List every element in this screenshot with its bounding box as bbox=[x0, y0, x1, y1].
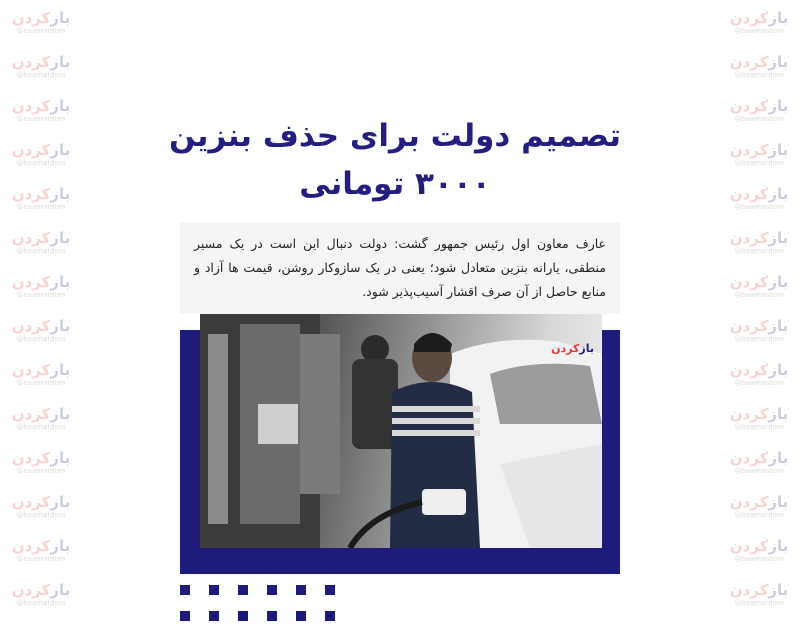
watermark-logo bbox=[730, 141, 788, 159]
headline: تصمیم دولت برای حذف بنزین ۳۰۰۰ تومانی bbox=[168, 118, 622, 202]
decor-dot bbox=[180, 611, 190, 621]
watermark-logo bbox=[12, 97, 70, 115]
watermark-logo-accent: کردن bbox=[11, 580, 51, 599]
watermark-handle: @baamardom bbox=[734, 466, 784, 475]
watermark-item bbox=[720, 352, 798, 396]
watermark-logo-main: باز bbox=[50, 492, 71, 511]
watermark-logo-main: باز bbox=[768, 360, 789, 379]
watermark-logo-accent: کردن bbox=[729, 8, 769, 27]
watermark-logo-main: باز bbox=[768, 96, 789, 115]
watermark-item bbox=[720, 264, 798, 308]
photo-logo-badge bbox=[551, 342, 594, 355]
watermark-logo-accent: کردن bbox=[11, 536, 51, 555]
decor-dot bbox=[209, 585, 219, 595]
watermark-logo-main: باز bbox=[768, 140, 789, 159]
watermark-item bbox=[720, 396, 798, 440]
decor-dot bbox=[180, 585, 190, 595]
watermark-item bbox=[720, 88, 798, 132]
watermark-logo-accent: کردن bbox=[729, 316, 769, 335]
watermark-logo-main: باز bbox=[50, 228, 71, 247]
watermark-handle: @baamardom bbox=[734, 422, 784, 431]
watermark-logo bbox=[730, 9, 788, 27]
watermark-logo-accent: کردن bbox=[11, 448, 51, 467]
watermark-logo-main: باز bbox=[768, 52, 789, 71]
watermark-handle: @baamardom bbox=[16, 510, 66, 519]
watermark-logo-accent: کردن bbox=[729, 228, 769, 247]
watermark-item bbox=[2, 396, 80, 440]
watermark-logo-main: باز bbox=[768, 272, 789, 291]
watermark-handle: @baamardom bbox=[16, 598, 66, 607]
watermark-handle: @baamardom bbox=[16, 158, 66, 167]
watermark-logo-accent: کردن bbox=[729, 492, 769, 511]
watermark-logo-accent: کردن bbox=[729, 404, 769, 423]
watermark-logo-accent: کردن bbox=[11, 96, 51, 115]
watermark-handle: @baamardom bbox=[734, 26, 784, 35]
watermark-item bbox=[720, 132, 798, 176]
watermark-logo-accent: کردن bbox=[729, 52, 769, 71]
watermark-logo-accent: کردن bbox=[11, 404, 51, 423]
watermark-logo-main: باز bbox=[50, 52, 71, 71]
watermark-logo bbox=[730, 449, 788, 467]
watermark-logo bbox=[730, 53, 788, 71]
decor-dot bbox=[238, 585, 248, 595]
watermark-logo-main: باز bbox=[768, 316, 789, 335]
watermark-item bbox=[2, 44, 80, 88]
watermark-column-left bbox=[2, 0, 80, 640]
watermark-logo-main: باز bbox=[50, 360, 71, 379]
watermark-item bbox=[2, 308, 80, 352]
decorative-dots bbox=[180, 585, 340, 625]
photo-illustration bbox=[200, 314, 602, 548]
watermark-logo-accent: کردن bbox=[11, 272, 51, 291]
watermark-logo-main: باز bbox=[768, 492, 789, 511]
watermark-item bbox=[2, 0, 80, 44]
watermark-logo-main: باز bbox=[50, 140, 71, 159]
watermark-handle: @baamardom bbox=[16, 334, 66, 343]
watermark-logo-accent: کردن bbox=[11, 228, 51, 247]
watermark-handle: @baamardom bbox=[734, 334, 784, 343]
watermark-logo-accent: کردن bbox=[729, 448, 769, 467]
watermark-logo-accent: کردن bbox=[11, 8, 51, 27]
watermark-logo-main: باز bbox=[768, 536, 789, 555]
watermark-logo-accent: کردن bbox=[11, 140, 51, 159]
watermark-logo-main: باز bbox=[768, 580, 789, 599]
watermark-logo-accent: کردن bbox=[11, 360, 51, 379]
watermark-logo-accent: کردن bbox=[11, 52, 51, 71]
watermark-logo-main: باز bbox=[50, 316, 71, 335]
watermark-handle: @baamardom bbox=[16, 422, 66, 431]
watermark-logo bbox=[12, 449, 70, 467]
watermark-logo-main: باز bbox=[50, 580, 71, 599]
watermark-item bbox=[2, 528, 80, 572]
watermark-logo bbox=[730, 229, 788, 247]
watermark-logo-accent: کردن bbox=[729, 184, 769, 203]
watermark-column-right bbox=[720, 0, 798, 640]
decor-dot bbox=[325, 585, 335, 595]
watermark-handle: @baamardom bbox=[734, 158, 784, 167]
watermark-logo-accent: کردن bbox=[729, 360, 769, 379]
decor-dot bbox=[325, 611, 335, 621]
watermark-handle: @baamardom bbox=[16, 290, 66, 299]
watermark-logo bbox=[12, 405, 70, 423]
decor-dot bbox=[296, 585, 306, 595]
watermark-logo bbox=[12, 317, 70, 335]
watermark-handle: @baamardom bbox=[734, 202, 784, 211]
watermark-handle: @baamardom bbox=[734, 598, 784, 607]
watermark-logo bbox=[12, 141, 70, 159]
watermark-logo-main: باز bbox=[50, 536, 71, 555]
watermark-logo-main: باز bbox=[50, 272, 71, 291]
summary-text: عارف معاون اول رئیس جمهور گشت: دولت دنبال این است در یک مسیر منطقی، یارانه بنزین متعادل شود؛ یعنی در یک سازوکار روشن، قیمت ها آزاد و منابع حاصل از آن صرف اقشار آسیب‌پذیر شود. bbox=[180, 222, 620, 314]
watermark-item bbox=[2, 220, 80, 264]
decor-dot bbox=[209, 611, 219, 621]
watermark-logo bbox=[12, 537, 70, 555]
watermark-logo bbox=[730, 581, 788, 599]
watermark-item bbox=[720, 308, 798, 352]
watermark-logo bbox=[730, 493, 788, 511]
watermark-item bbox=[2, 440, 80, 484]
watermark-logo-main: باز bbox=[50, 184, 71, 203]
watermark-logo-main: باز bbox=[768, 404, 789, 423]
watermark-logo-main: باز bbox=[50, 448, 71, 467]
watermark-item bbox=[2, 352, 80, 396]
watermark-item bbox=[720, 484, 798, 528]
watermark-logo bbox=[12, 229, 70, 247]
watermark-item bbox=[2, 484, 80, 528]
watermark-item bbox=[2, 572, 80, 616]
watermark-item bbox=[720, 220, 798, 264]
news-photo bbox=[200, 314, 602, 548]
watermark-logo-main: باز bbox=[50, 404, 71, 423]
watermark-item bbox=[2, 88, 80, 132]
watermark-logo-accent: کردن bbox=[11, 184, 51, 203]
watermark-logo bbox=[730, 185, 788, 203]
watermark-handle: @baamardom bbox=[734, 114, 784, 123]
watermark-item bbox=[720, 0, 798, 44]
watermark-logo-accent: کردن bbox=[729, 272, 769, 291]
decor-dot bbox=[238, 611, 248, 621]
watermark-item bbox=[720, 528, 798, 572]
watermark-handle: @baamardom bbox=[734, 246, 784, 255]
watermark-handle: @baamardom bbox=[734, 554, 784, 563]
watermark-handle: @baamardom bbox=[16, 246, 66, 255]
watermark-logo-main: باز bbox=[768, 184, 789, 203]
watermark-handle: @baamardom bbox=[16, 26, 66, 35]
photo-logo-accent: کردن bbox=[551, 342, 580, 355]
photo-logo-main: باز bbox=[579, 342, 594, 355]
watermark-handle: @baamardom bbox=[734, 378, 784, 387]
decor-dot bbox=[267, 611, 277, 621]
watermark-logo-accent: کردن bbox=[11, 316, 51, 335]
watermark-logo-accent: کردن bbox=[729, 140, 769, 159]
watermark-item bbox=[2, 176, 80, 220]
watermark-logo bbox=[12, 581, 70, 599]
watermark-logo bbox=[12, 185, 70, 203]
watermark-logo bbox=[12, 9, 70, 27]
watermark-item bbox=[720, 440, 798, 484]
decor-dot bbox=[296, 611, 306, 621]
watermark-logo bbox=[730, 317, 788, 335]
watermark-handle: @baamardom bbox=[16, 378, 66, 387]
watermark-handle: @baamardom bbox=[16, 554, 66, 563]
watermark-handle: @baamardom bbox=[16, 114, 66, 123]
watermark-item bbox=[2, 264, 80, 308]
watermark-logo bbox=[12, 493, 70, 511]
watermark-logo bbox=[12, 53, 70, 71]
watermark-logo-main: باز bbox=[50, 96, 71, 115]
watermark-logo-accent: کردن bbox=[11, 492, 51, 511]
watermark-logo bbox=[730, 537, 788, 555]
watermark-handle: @baamardom bbox=[16, 466, 66, 475]
watermark-handle: @baamardom bbox=[16, 202, 66, 211]
watermark-logo bbox=[730, 273, 788, 291]
watermark-logo-main: باز bbox=[768, 8, 789, 27]
decor-dot bbox=[267, 585, 277, 595]
watermark-item bbox=[720, 572, 798, 616]
watermark-logo-accent: کردن bbox=[729, 580, 769, 599]
watermark-handle: @baamardom bbox=[734, 290, 784, 299]
watermark-logo bbox=[730, 361, 788, 379]
watermark-item bbox=[2, 132, 80, 176]
watermark-item bbox=[720, 44, 798, 88]
watermark-handle: @baamardom bbox=[734, 510, 784, 519]
watermark-handle: @baamardom bbox=[734, 70, 784, 79]
watermark-handle: @baamardom bbox=[16, 70, 66, 79]
watermark-item bbox=[720, 176, 798, 220]
watermark-logo bbox=[12, 361, 70, 379]
watermark-logo bbox=[730, 405, 788, 423]
watermark-logo-main: باز bbox=[768, 228, 789, 247]
watermark-logo-main: باز bbox=[50, 8, 71, 27]
watermark-logo-main: باز bbox=[768, 448, 789, 467]
watermark-logo-accent: کردن bbox=[729, 96, 769, 115]
watermark-logo-accent: کردن bbox=[729, 536, 769, 555]
watermark-logo bbox=[12, 273, 70, 291]
watermark-logo bbox=[730, 97, 788, 115]
